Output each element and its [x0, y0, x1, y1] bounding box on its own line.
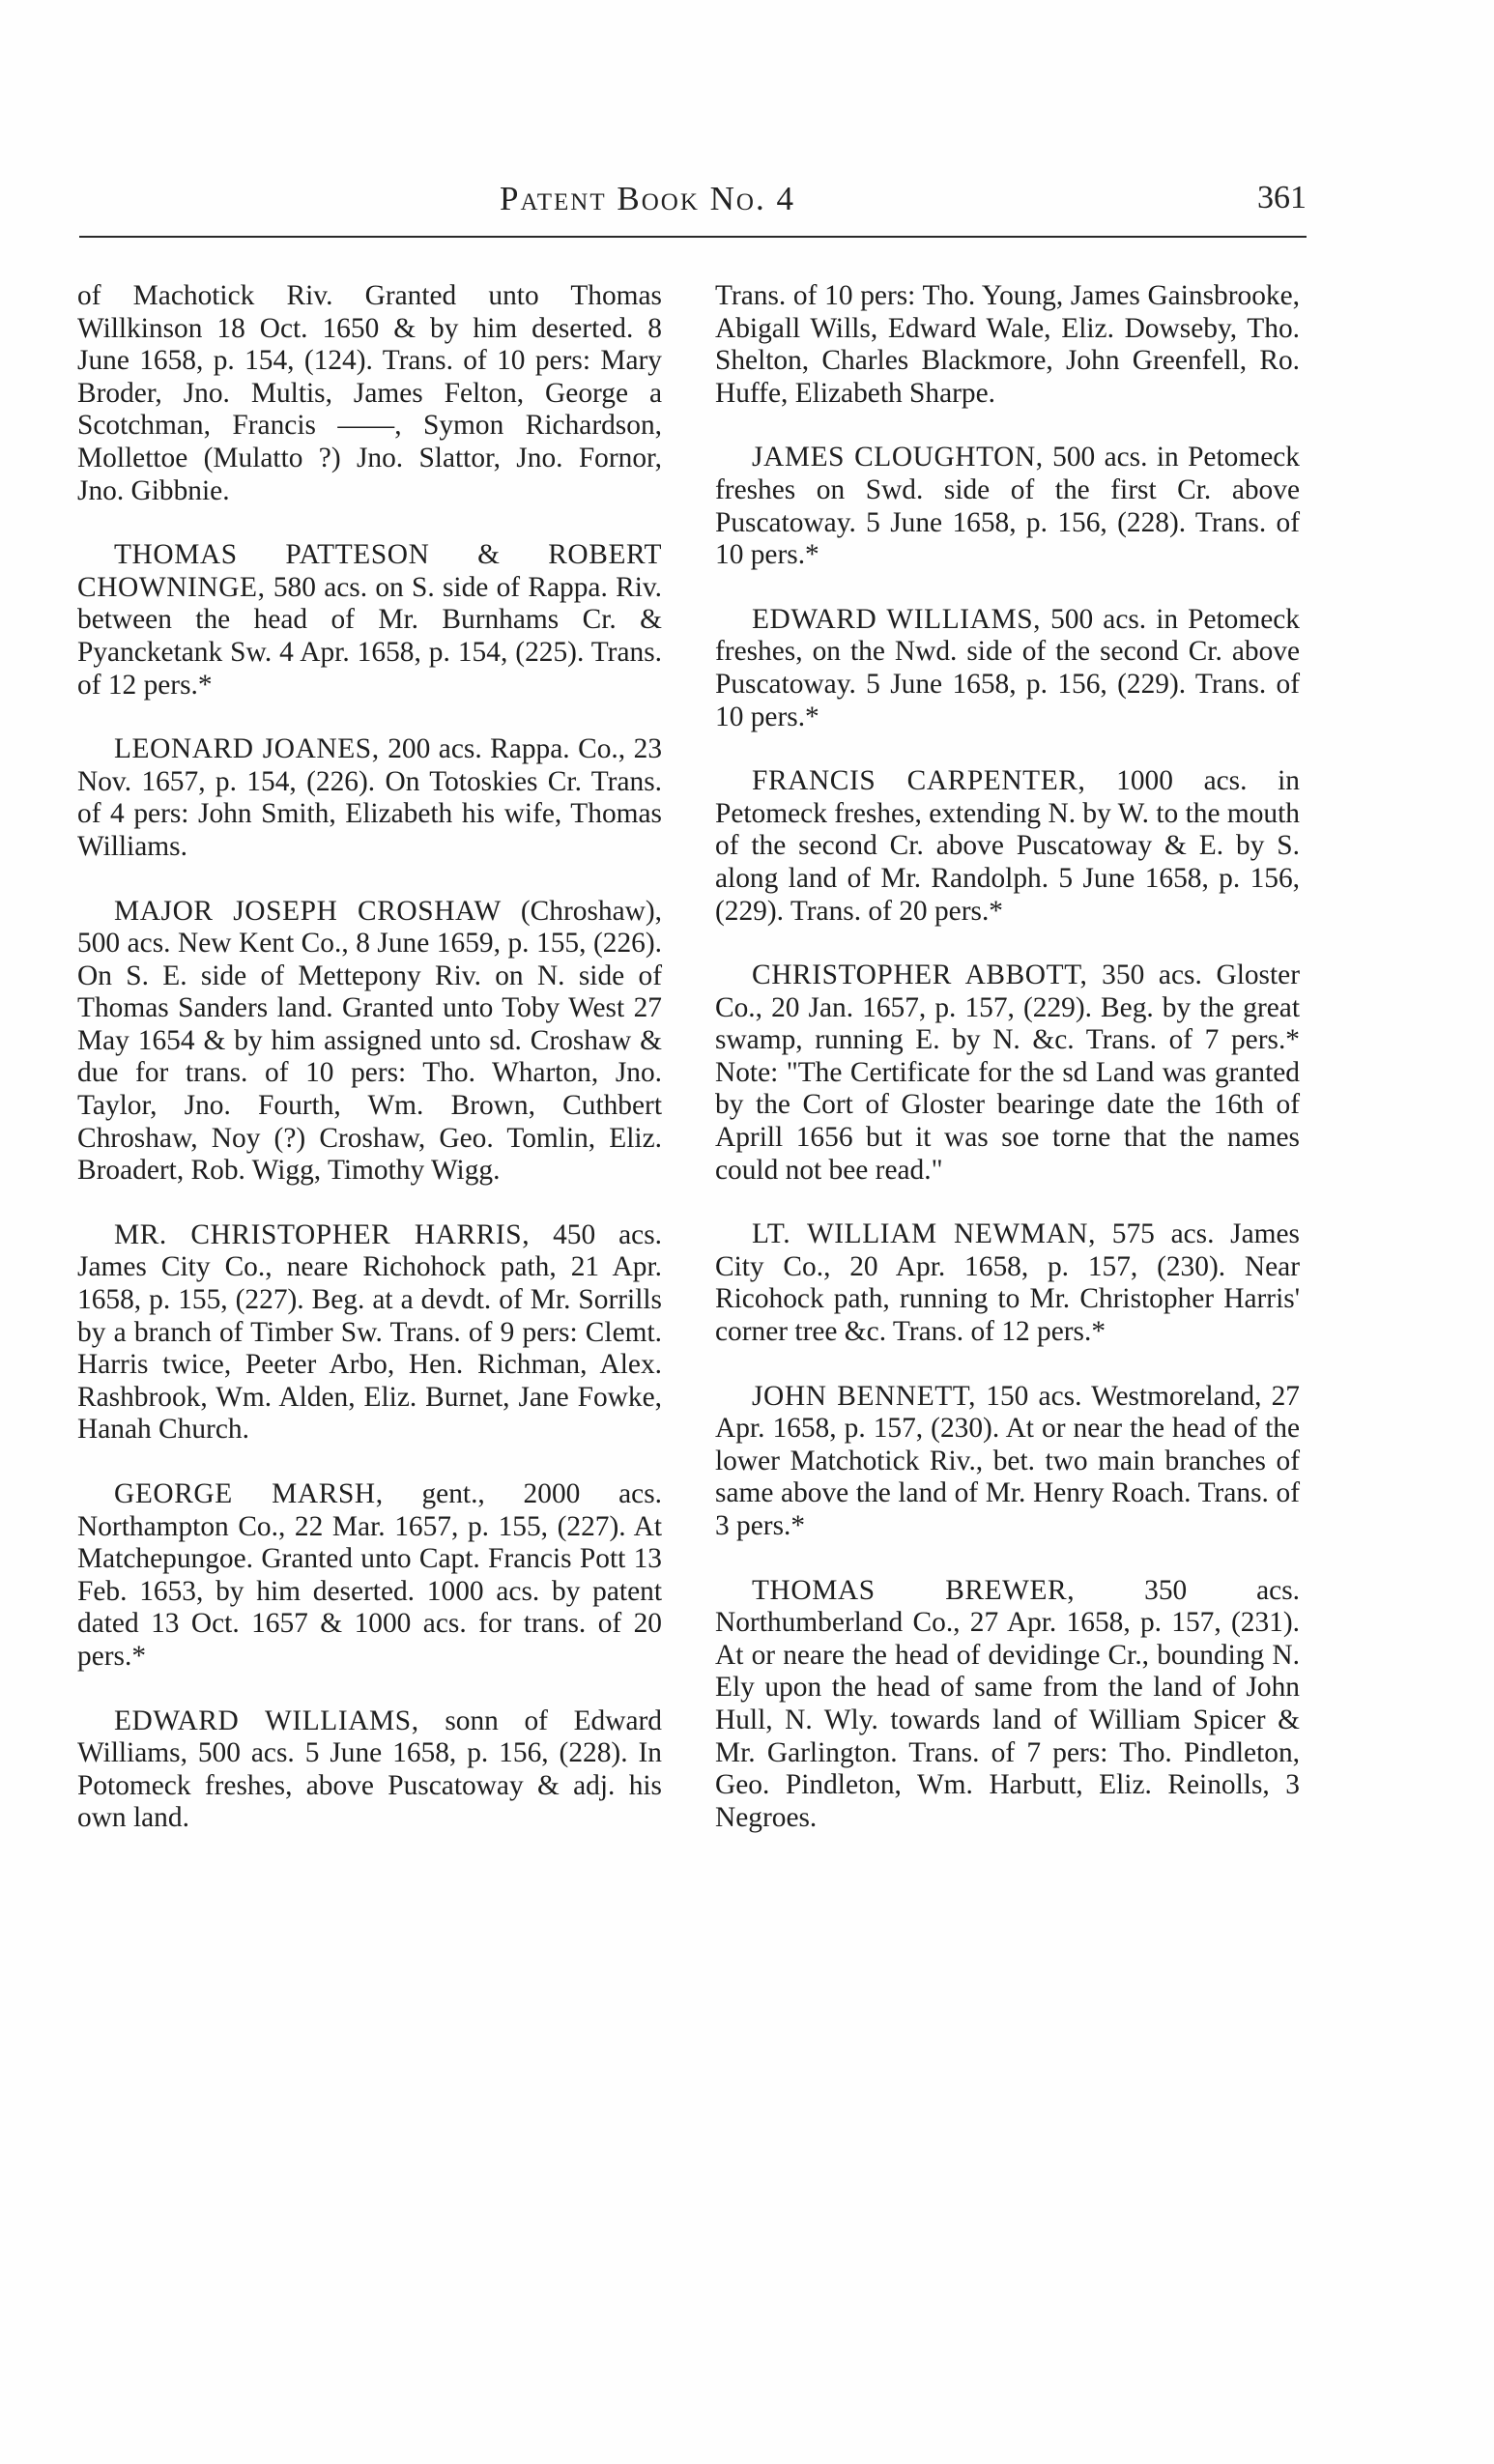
entry-text: 450 acs. James City Co., neare Richohock path, 21 Apr. 1658, p. 155, (227). Beg. at a devdt. of Mr. Sorrills by a branch of Timber Sw. Trans. of 9 pers: Clemt. Harris twice, Peeter Arbo, Hen. Richman, Alex. Rashbrook, Wm. Alden, Eliz. Burnet, Jane Fowke, Hanah Church. [77, 1218, 662, 1446]
grantee-name: CHRISTOPHER ABBOTT, [752, 960, 1088, 991]
grantee-name: LT. WILLIAM NEWMAN, [752, 1218, 1097, 1250]
patent-entry [715, 1218, 1300, 1348]
patent-entry [77, 896, 662, 1188]
left-column [77, 280, 662, 1867]
patent-entry [715, 604, 1300, 733]
grantee-name: LEONARD JOANES, [114, 733, 380, 765]
patent-entry [77, 1219, 662, 1447]
grantee-name: EDWARD WILLIAMS, [114, 1705, 419, 1736]
entry-text: 200 acs. Rappa. Co., 23 Nov. 1657, p. 154, (226). On Totoskies Cr. Trans. of 4 pers: John Smith, Elizabeth his wife, Thomas Williams. [77, 733, 663, 862]
patent-entry [715, 280, 1300, 410]
patent-entry [77, 733, 662, 863]
grantee-name: FRANCIS CARPENTER, [752, 765, 1086, 797]
right-column [715, 280, 1300, 1866]
entry-text: sonn of Edward Williams, 500 acs. 5 June 1658, p. 156, (228). In Potomeck freshes, above Puscatoway & adj. his own land. [77, 1705, 662, 1834]
entry-text: 580 acs. on S. side of Rappa. Riv. between the head of Mr. Burnhams Cr. & Pyancketank Sw. 4 Apr. 1658, p. 154, (225). Trans. of 12 pers.* [77, 571, 662, 701]
grantee-name: JAMES CLOUGHTON, [752, 442, 1044, 473]
patent-entry [715, 960, 1300, 1187]
grantee-name: JOHN BENNETT, [752, 1380, 977, 1412]
patent-entry [77, 1478, 662, 1674]
grantee-name: GEORGE MARSH, [114, 1478, 384, 1509]
entry-text: 575 acs. James City Co., 20 Apr. 1658, p. 157, (230). Near Ricohock path, running to Mr. Christopher Harris' corner tree &c. Trans. of 12 pers.* [715, 1218, 1300, 1348]
entry-text: 350 acs. Northumberland Co., 27 Apr. 1658, p. 157, (231). At or neare the head of devidinge Cr., bounding N. Ely upon the head of same from the land of John Hull, N. Wly. towards land of William Spicer & Mr. Garlington. Trans. of 7 pers: Tho. Pindleton, Geo. Pindleton, Wm. Harbutt, Eliz. Reinolls, 3 Negroes. [715, 1574, 1300, 1833]
entry-text: 1000 acs. in Petomeck freshes, extending N. by W. to the mouth of the second Cr. above Puscatoway & E. by S. along land of Mr. Randolph. 5 June 1658, p. 156, (229). Trans. of 20 pers.* [715, 765, 1300, 927]
grantee-name: MAJOR JOSEPH CROSHAW [114, 895, 502, 927]
running-head-title: Patent Book No. 4 [500, 180, 795, 217]
patent-entry [715, 765, 1300, 928]
grantee-name: THOMAS PATTESON & ROBERT CHOWNINGE, [77, 539, 662, 603]
running-header [79, 180, 1307, 224]
patent-entry [715, 1575, 1300, 1835]
grantee-name: THOMAS BREWER, [752, 1574, 1076, 1606]
entry-text: 500 acs. in Petomeck freshes on Swd. side of the first Cr. above Puscatoway. 5 June 1658, p. 156, (228). Trans. of 10 pers.* [715, 442, 1300, 571]
entry-text: gent., 2000 acs. Northampton Co., 22 Mar. 1657, p. 155, (227). At Matchepungoe. Granted unto Capt. Francis Pott 13 Feb. 1653, by him deserted. 1000 acs. by patent dated 13 Oct. 1657 & 1000 acs. for trans. of 20 pers.* [77, 1478, 663, 1672]
patent-entry [715, 442, 1300, 571]
entry-text: 350 acs. Gloster Co., 20 Jan. 1657, p. 157, (229). Beg. by the great swamp, running E. by N. &c. Trans. of 7 pers.* Note: "The Certificate for the sd Land was granted by the Cort of Gloster bearinge date the 16th of Aprill 1656 but it was soe torne that the names could not bee read." [715, 960, 1300, 1186]
entry-text: of Machotick Riv. Granted unto Thomas Willkinson 18 Oct. 1650 & by him deserted. 8 June 1658, p. 154, (124). Trans. of 10 pers: Mary Broder, Jno. Multis, James Felton, George a Scotchman, Francis ——, Symon Richardson, Mollettoe (Mulatto ?) Jno. Slattor, Jno. Fornor, Jno. Gibbnie. [77, 280, 662, 506]
page-number: 361 [1257, 180, 1307, 215]
patent-entry [77, 1705, 662, 1835]
header-rule [79, 236, 1307, 238]
patent-entry [77, 280, 662, 507]
grantee-name: EDWARD WILLIAMS, [752, 603, 1042, 635]
entry-text: (Chroshaw), 500 acs. New Kent Co., 8 June 1659, p. 155, (226). On S. E. side of Mettepony Riv. on N. side of Thomas Sanders land. Granted unto Toby West 27 May 1654 & by him assigned unto sd. Croshaw & due for trans. of 10 pers: Tho. Wharton, Jno. Taylor, Jno. Fourth, Wm. Brown, Cuthbert Chroshaw, Noy (?) Croshaw, Geo. Tomlin, Eliz. Broadert, Rob. Wigg, Timothy Wigg. [77, 895, 662, 1187]
grantee-name: MR. CHRISTOPHER HARRIS, [114, 1218, 531, 1250]
entry-text: 500 acs. in Petomeck freshes, on the Nwd. side of the second Cr. above Puscatoway. 5 June 1658, p. 156, (229). Trans. of 10 pers.* [715, 603, 1300, 732]
entry-text: 150 acs. Westmoreland, 27 Apr. 1658, p. 157, (230). At or near the head of the lower Matchotick Riv., bet. two main branches of same above the land of Mr. Henry Roach. Trans. of 3 pers.* [715, 1380, 1300, 1541]
patent-entry [715, 1381, 1300, 1543]
entry-text: Trans. of 10 pers: Tho. Young, James Gainsbrooke, Abigall Wills, Edward Wale, Eliz. Dowseby, Tho. Shelton, Charles Blackmore, John Greenfell, Ro. Huffe, Elizabeth Sharpe. [715, 280, 1300, 409]
patent-entry [77, 539, 662, 702]
